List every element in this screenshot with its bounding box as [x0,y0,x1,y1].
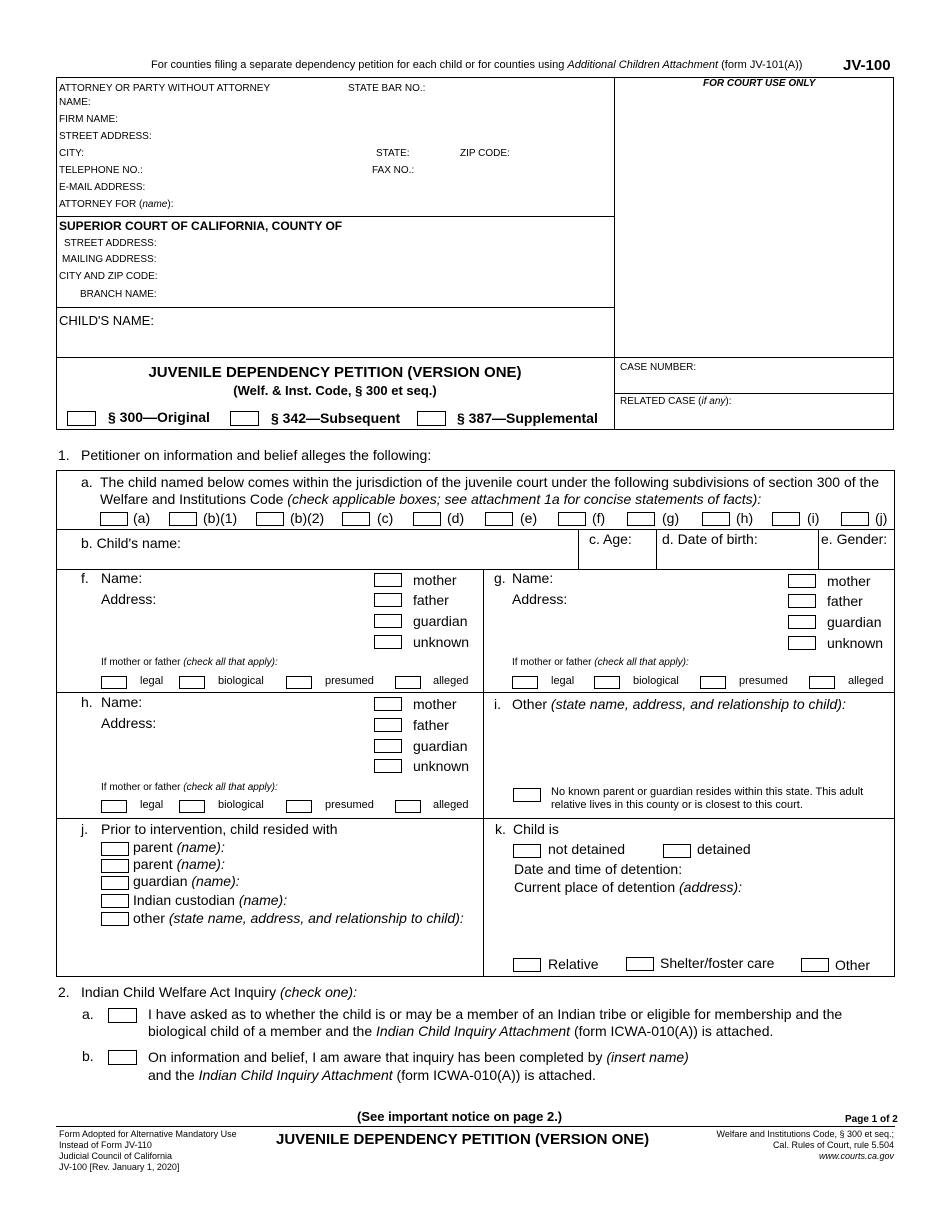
subdivision-g-checkbox[interactable] [627,512,655,526]
petition-title: JUVENILE DEPENDENCY PETITION (VERSION ONE) [148,364,522,381]
resided-indian-custodian-label: Indian custodian (name): [133,892,288,908]
item1h-father-checkbox[interactable] [374,718,402,732]
subdivision-d-label: (d) [447,510,465,526]
item1g-unknown-checkbox[interactable] [788,636,816,650]
current-place-label: Current place of detention (address): [514,879,743,895]
item2b-line1: On information and belief, I am aware that inquiry has been completed by (insert name) [148,1049,689,1065]
form-number: JV-100 [843,57,891,74]
subdivision-j-label: (j) [875,510,888,526]
item1f-biological-checkbox[interactable] [179,676,205,689]
item1h-father-label: father [413,717,449,733]
item1g-legal-checkbox[interactable] [512,676,538,689]
item1f-name-label: Name: [101,570,143,586]
item1f-father-label: father [413,592,449,608]
item1f-legal-checkbox[interactable] [101,676,127,689]
item1h-presumed-checkbox[interactable] [286,800,312,813]
item1f-alleged-label: alleged [433,675,469,687]
other-placement-label: Other [835,957,871,973]
zip-label: ZIP CODE: [460,148,510,159]
item1f-unknown-label: unknown [413,634,470,650]
item1h-biological-label: biological [218,799,264,811]
street-address-label: STREET ADDRESS: [59,131,152,142]
item1f-guardian-checkbox[interactable] [374,614,402,628]
item1g-guardian-label: guardian [827,614,882,630]
not-detained-checkbox[interactable] [513,844,541,858]
court-use-label: FOR COURT USE ONLY [703,78,816,89]
name-label: NAME: [59,97,91,108]
item1h-letter: h. [81,694,93,710]
item1f-unknown-checkbox[interactable] [374,635,402,649]
subdivision-h-checkbox[interactable] [702,512,730,526]
item1h-alleged-checkbox[interactable] [395,800,421,813]
item1h-if-parent: If mother or father (check all that apply): [101,782,278,793]
resided-guardian-label: guardian (name): [133,873,240,889]
item1i-text: Other (state name, address, and relationship to child): [512,696,846,712]
footer-right-line2: Cal. Rules of Court, rule 5.504 [772,1140,894,1150]
subdivision-h-label: (h) [736,510,754,526]
item1k-text: Child is [513,821,559,837]
item1g-letter: g. [494,570,506,586]
item1f-if-parent: If mother or father (check all that apply): [101,657,278,668]
item1f-mother-label: mother [413,572,457,588]
no-known-parent-line1: No known parent or guardian resides within this state. This adult [551,786,864,798]
footer-left-line2: Instead of Form JV-110 [59,1140,152,1150]
subdivision-c-checkbox[interactable] [342,512,370,526]
subsequent-label: § 342—Subsequent [271,410,401,426]
item1h-legal-label: legal [140,799,164,811]
shelter-foster-care-label: Shelter/foster care [660,955,775,971]
childs-name-label: CHILD'S NAME: [59,313,154,328]
item2b-letter: b. [82,1048,94,1064]
court-city-zip-label: CITY AND ZIP CODE: [59,271,158,282]
item1a-line2: Welfare and Institutions Code (check applicable boxes; see attachment 1a for concise statements of facts): [100,491,762,507]
telephone-label: TELEPHONE NO.: [59,165,143,176]
firm-name-label: FIRM NAME: [59,114,118,125]
footer-title: JUVENILE DEPENDENCY PETITION (VERSION ONE) [276,1131,650,1148]
item1h-mother-label: mother [413,696,457,712]
age-label: c. Age: [589,531,632,547]
item1g-biological-checkbox[interactable] [594,676,620,689]
footer-left-line3: Judicial Council of California [59,1151,173,1161]
supplemental-checkbox[interactable] [417,411,446,426]
item1h-guardian-checkbox[interactable] [374,739,402,753]
item2a-line2: biological child of a member and the Indian Child Inquiry Attachment (form ICWA-010(A)) is attached. [148,1023,774,1039]
item2a-line1: I have asked as to whether the child is or may be a member of an Indian tribe or eligible for membership and the [148,1006,843,1022]
item1g-presumed-label: presumed [739,675,788,687]
shelter-foster-care-checkbox[interactable] [626,957,654,971]
item1h-unknown-checkbox[interactable] [374,759,402,773]
item1g-mother-checkbox[interactable] [788,574,816,588]
subdivision-f-checkbox[interactable] [558,512,586,526]
header-instructions: For counties filing a separate dependency petition for each child or for counties using Additional Children Attachment (form JV-101(A)) [151,59,803,71]
item1f-letter: f. [81,570,89,586]
item1g-father-checkbox[interactable] [788,594,816,608]
item1f-presumed-checkbox[interactable] [286,676,312,689]
no-known-parent-line2: relative lives in this county or is closest to this court. [551,799,803,811]
subdivision-a-label: (a) [133,510,151,526]
gender-label: e. Gender: [821,531,888,547]
item1f-father-checkbox[interactable] [374,593,402,607]
item1-text: Petitioner on information and belief alleges the following: [81,447,432,463]
item1g-guardian-checkbox[interactable] [788,615,816,629]
item1f-mother-checkbox[interactable] [374,573,402,587]
item1f-presumed-label: presumed [325,675,374,687]
date-time-detention-label: Date and time of detention: [514,861,683,877]
attorney-title: ATTORNEY OR PARTY WITHOUT ATTORNEY [59,83,271,94]
item1g-mother-label: mother [827,573,871,589]
resided-other-checkbox[interactable] [101,912,129,926]
attorney-for-label: ATTORNEY FOR (name): [59,199,174,210]
item1h-mother-checkbox[interactable] [374,697,402,711]
subsequent-checkbox[interactable] [230,411,259,426]
court-title: SUPERIOR COURT OF CALIFORNIA, COUNTY OF [59,219,343,233]
item1g-if-parent: If mother or father (check all that apply): [512,657,689,668]
item1h-name-label: Name: [101,694,143,710]
original-checkbox[interactable] [67,411,96,426]
item1j-text: Prior to intervention, child resided with [101,821,338,837]
item2a-letter: a. [82,1006,94,1022]
subdivision-e-checkbox[interactable] [485,512,513,526]
item2a-checkbox[interactable] [108,1008,137,1023]
page-number: Page 1 of 2 [845,1114,898,1125]
fax-label: FAX NO.: [372,165,415,176]
court-mailing-label: MAILING ADDRESS: [62,254,157,265]
item1h-alleged-label: alleged [433,799,469,811]
item1f-legal-label: legal [140,675,164,687]
item2b-checkbox[interactable] [108,1050,137,1065]
case-number-label: CASE NUMBER: [620,362,697,373]
item1h-address-label: Address: [101,715,157,731]
item1f-guardian-label: guardian [413,613,468,629]
subdivision-i-checkbox[interactable] [772,512,800,526]
item1k-letter: k. [495,821,506,837]
relative-checkbox[interactable] [513,958,541,972]
subdivision-b2-label: (b)(2) [290,510,325,526]
childs-name-field-label: b. Child's name: [81,535,181,551]
subdivision-b1-checkbox[interactable] [169,512,197,526]
item1g-legal-label: legal [551,675,575,687]
state-label: STATE: [376,148,410,159]
related-case-label: RELATED CASE (if any): [620,396,732,407]
city-label: CITY: [59,148,85,159]
item2-text: Indian Child Welfare Act Inquiry (check one): [81,984,357,1000]
item1g-alleged-label: alleged [848,675,884,687]
resided-indian-custodian-checkbox[interactable] [101,894,129,908]
subdivision-a-checkbox[interactable] [100,512,128,526]
item1h-unknown-label: unknown [413,758,470,774]
no-known-parent-checkbox[interactable] [513,788,541,802]
date-of-birth-label: d. Date of birth: [662,531,758,547]
resided-parent2-checkbox[interactable] [101,859,129,873]
other-placement-checkbox[interactable] [801,958,829,972]
email-label: E-MAIL ADDRESS: [59,182,146,193]
item1h-legal-checkbox[interactable] [101,800,127,813]
relative-label: Relative [548,956,599,972]
court-street-label: STREET ADDRESS: [64,238,157,249]
resided-parent1-checkbox[interactable] [101,842,129,856]
item1h-presumed-label: presumed [325,799,374,811]
petition-subtitle: (Welf. & Inst. Code, § 300 et seq.) [233,383,437,398]
item1f-address-label: Address: [101,591,157,607]
resided-other-label: other (state name, address, and relationship to child): [133,910,464,926]
subdivision-e-label: (e) [520,510,538,526]
subdivision-b1-label: (b)(1) [203,510,238,526]
item2b-line2: and the Indian Child Inquiry Attachment (form ICWA-010(A)) is attached. [148,1067,596,1083]
item1j-letter: j. [81,821,88,837]
subdivision-j-checkbox[interactable] [841,512,869,526]
footer-left-line4: JV-100 [Rev. January 1, 2020] [59,1162,180,1172]
court-branch-label: BRANCH NAME: [80,289,157,300]
item1g-father-label: father [827,593,863,609]
subdivision-d-checkbox[interactable] [413,512,441,526]
subdivision-g-label: (g) [662,510,680,526]
subdivision-f-label: (f) [592,510,606,526]
supplemental-label: § 387—Supplemental [457,410,598,426]
detained-checkbox[interactable] [663,844,691,858]
item1h-biological-checkbox[interactable] [179,800,205,813]
not-detained-label: not detained [548,841,626,857]
item1g-alleged-checkbox[interactable] [809,676,835,689]
item1f-alleged-checkbox[interactable] [395,676,421,689]
footer-left-line1: Form Adopted for Alternative Mandatory Use [59,1129,237,1139]
item1a-line1: The child named below comes within the jurisdiction of the juvenile court under the following subdivisions of section 300 of the [100,474,879,490]
item1g-unknown-label: unknown [827,635,884,651]
resided-guardian-checkbox[interactable] [101,876,129,890]
item1f-biological-label: biological [218,675,264,687]
item1g-presumed-checkbox[interactable] [700,676,726,689]
footer-right-line1: Welfare and Institutions Code, § 300 et seq.; [716,1129,894,1139]
subdivision-i-label: (i) [807,510,820,526]
item1g-name-label: Name: [512,570,554,586]
item1g-address-label: Address: [512,591,568,607]
item2-number: 2. [58,984,70,1000]
item1a-letter: a. [81,474,93,490]
subdivision-c-label: (c) [377,510,394,526]
courts-website-link[interactable]: www.courts.ca.gov [818,1151,894,1161]
important-notice: (See important notice on page 2.) [357,1109,563,1124]
item1g-biological-label: biological [633,675,679,687]
subdivision-b2-checkbox[interactable] [256,512,284,526]
item1h-guardian-label: guardian [413,738,468,754]
original-label: § 300—Original [108,409,210,425]
resided-parent1-label: parent (name): [133,839,225,855]
state-bar-label: STATE BAR NO.: [348,83,426,94]
item1i-letter: i. [494,696,501,712]
item1-number: 1. [58,447,70,463]
resided-parent2-label: parent (name): [133,856,225,872]
detained-label: detained [697,841,751,857]
